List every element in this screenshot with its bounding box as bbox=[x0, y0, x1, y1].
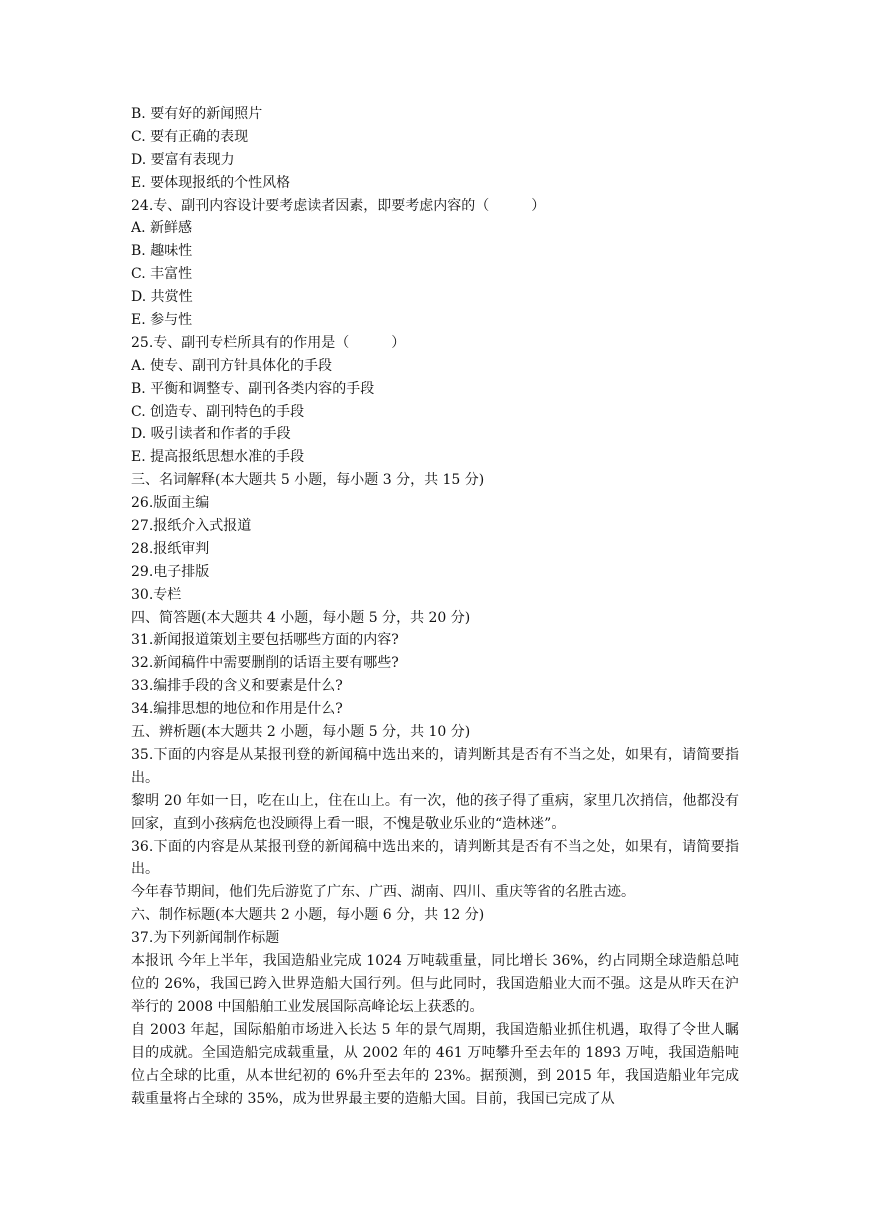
exam-page bbox=[131, 103, 739, 1110]
q27: 27.报纸介入式报道 bbox=[131, 518, 252, 535]
q24-stem: 24.专、副刊内容设计要考虑读者因素，即要考虑内容的（ ） bbox=[131, 197, 546, 214]
q29: 29.电子排版 bbox=[131, 563, 210, 580]
q26: 26.版面主编 bbox=[131, 495, 210, 512]
q23-option-c: C. 要有正确的表现 bbox=[131, 128, 249, 145]
q31: 31.新闻报道策划主要包括哪些方面的内容? bbox=[131, 632, 399, 649]
q28: 28.报纸审判 bbox=[131, 540, 210, 557]
q25-option-a: A. 使专、副刊方针具体化的手段 bbox=[131, 357, 333, 374]
section5-heading: 五、辨析题(本大题共 2 小题，每小题 5 分，共 10 分) bbox=[131, 724, 471, 741]
q23-option-e: E. 要体现报纸的个性风格 bbox=[131, 174, 291, 191]
q36-stem: 36.下面的内容是从某报刊登的新闻稿中选出来的，请判断其是否有不当之处，如果有，请简要指出。 bbox=[131, 838, 739, 878]
q36-text: 今年春节期间，他们先后游览了广东、广西、湖南、四川、重庆等省的名胜古迹。 bbox=[131, 884, 635, 901]
section6-heading: 六、制作标题(本大题共 2 小题，每小题 6 分，共 12 分) bbox=[131, 907, 485, 924]
q24-option-e: E. 参与性 bbox=[131, 312, 193, 329]
q25-option-e: E. 提高报纸思想水准的手段 bbox=[131, 449, 305, 466]
q35-stem: 35.下面的内容是从某报刊登的新闻稿中选出来的，请判断其是否有不当之处，如果有，请简要指出。 bbox=[131, 746, 739, 786]
q25-option-d: D. 吸引读者和作者的手段 bbox=[131, 426, 291, 443]
q32: 32.新闻稿件中需要删削的话语主要有哪些? bbox=[131, 655, 399, 672]
q25-option-c: C. 创造专、副刊特色的手段 bbox=[131, 403, 305, 420]
q24-option-c: C. 丰富性 bbox=[131, 266, 193, 283]
q23-option-d: D. 要富有表现力 bbox=[131, 151, 235, 168]
q24-option-b: B. 趣味性 bbox=[131, 243, 193, 260]
q24-option-a: A. 新鲜感 bbox=[131, 220, 193, 237]
q25-option-b: B. 平衡和调整专、副刊各类内容的手段 bbox=[131, 380, 375, 397]
q35-text: 黎明 20 年如一日，吃在山上，住在山上。有一次，他的孩子得了重病，家里几次捎信，他都没有回家，直到小孩病危也没顾得上看一眼，不愧是敬业乐业的“造林迷”。 bbox=[131, 792, 739, 832]
q33: 33.编排手段的含义和要素是什么? bbox=[131, 678, 343, 695]
section3-heading: 三、名词解释(本大题共 5 小题，每小题 3 分，共 15 分) bbox=[131, 472, 485, 489]
q34: 34.编排思想的地位和作用是什么? bbox=[131, 701, 343, 718]
q24-option-d: D. 共赏性 bbox=[131, 289, 193, 306]
q23-option-b: B. 要有好的新闻照片 bbox=[131, 106, 263, 122]
q25-stem: 25.专、副刊专栏所具有的作用是（ ） bbox=[131, 334, 406, 351]
q37-stem: 37.为下列新闻制作标题 bbox=[131, 930, 280, 947]
section4-heading: 四、简答题(本大题共 4 小题，每小题 5 分，共 20 分) bbox=[131, 609, 471, 626]
q37-paragraph-2: 自 2003 年起，国际船舶市场进入长达 5 年的景气周期，我国造船业抓住机遇，取得了令世人瞩目的成就。全国造船完成载重量，从 2002 年的 461 万吨攀升至去年的 1893 万吨，我国造船吨位占全球的比重，从本世纪初的 6%升至去年的 23%。据预测，到 2015 年，我国造船业年完成载重量将占全球的 35%，成为世界最主要的造船大国。目前，我国已完成了从 bbox=[131, 1021, 739, 1107]
q37-paragraph-1: 本报讯 今年上半年，我国造船业完成 1024 万吨载重量，同比增长 36%，约占同期全球造船总吨位的 26%，我国已跨入世界造船大国行列。但与此同时，我国造船业大而不强。这是从昨天在沪举行的 2008 中国船舶工业发展国际高峰论坛上获悉的。 bbox=[131, 953, 739, 1015]
q30: 30.专栏 bbox=[131, 586, 182, 603]
